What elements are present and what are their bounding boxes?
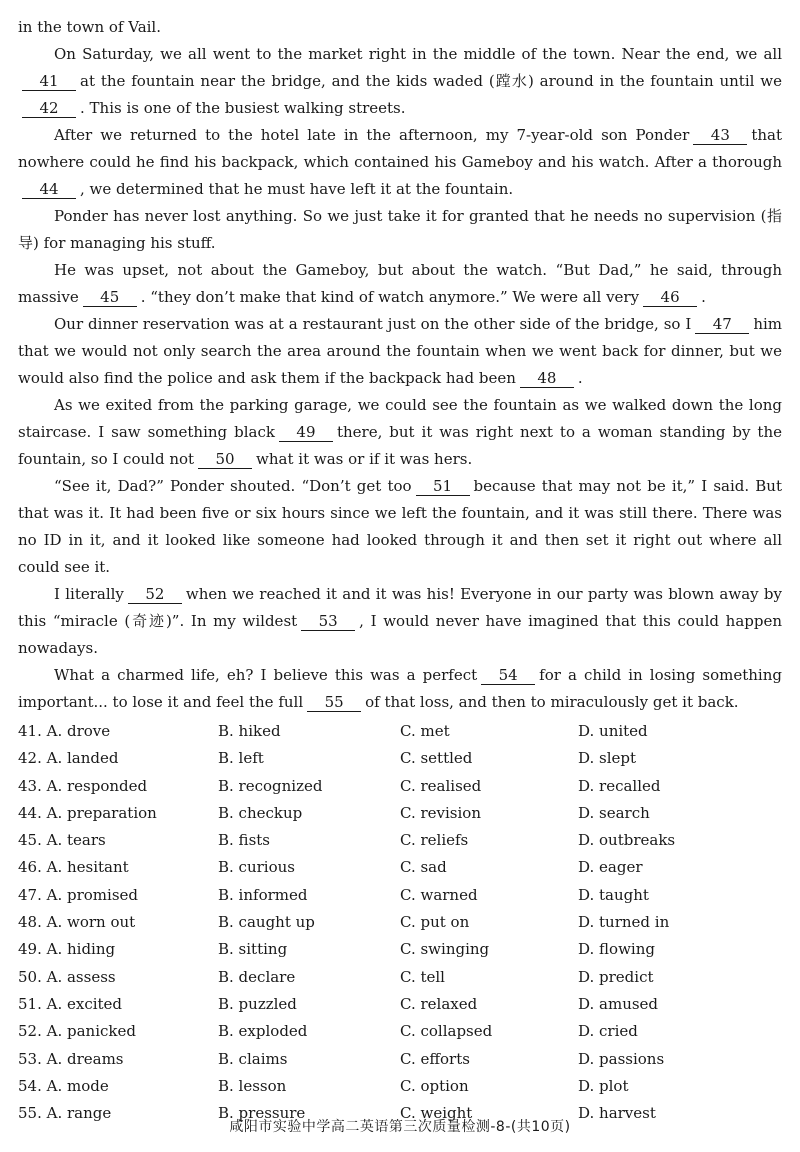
answer-blank: 41	[22, 72, 76, 91]
passage-text: him that we would not only search the area around the fountain when we went back for dinner, but we would also find the police and ask them if the backpack had been	[18, 315, 782, 387]
option-a: 49. A. hiding	[18, 940, 116, 959]
answer-blank: 52	[128, 585, 182, 604]
passage-text: I literally	[54, 585, 124, 603]
passage-paragraph	[18, 122, 782, 203]
option-d: D. slept	[578, 749, 637, 768]
passage-paragraph	[18, 581, 782, 662]
answer-blank: 49	[279, 423, 333, 442]
passage-text: He was upset, not about the Gameboy, but about the watch. “But Dad,” he said, through massive	[18, 261, 782, 306]
option-d: D. amused	[578, 994, 659, 1013]
passage-paragraph: in the town of Vail.	[18, 18, 161, 36]
option-d: D. turned in	[578, 913, 670, 932]
option-a: 53. A. dreams	[18, 1049, 124, 1068]
option-a: 50. A. assess	[18, 967, 116, 986]
option-b: B. pressure	[218, 1104, 306, 1123]
option-c: C. swinging	[400, 940, 490, 959]
option-d: D. harvest	[578, 1104, 656, 1123]
answer-options-table	[18, 718, 782, 1127]
question-options-row	[18, 964, 782, 991]
question-options-row	[18, 854, 782, 881]
passage-text: .	[701, 288, 706, 306]
option-b: B. left	[218, 749, 264, 768]
question-options-row	[18, 718, 782, 745]
option-a: 47. A. promised	[18, 885, 138, 904]
answer-blank: 43	[693, 126, 747, 145]
option-b: B. exploded	[218, 1022, 308, 1041]
passage-text: “See it, Dad?” Ponder shouted. “Don’t get too	[54, 477, 412, 495]
option-b: B. curious	[218, 858, 295, 877]
passage-text: when we reached it and it was his! Everyone in our party was blown away by this “miracle (奇迹)”. In my wildest	[18, 585, 783, 630]
option-b: B. puzzled	[218, 994, 297, 1013]
option-a: 45. A. tears	[18, 831, 106, 850]
answer-blank: 47	[695, 315, 749, 334]
option-a: 44. A. preparation	[18, 803, 157, 822]
option-d: D. outbreaks	[578, 831, 676, 850]
passage-text: As we exited from the parking garage, we could see the fountain as we walked down the long staircase. I saw something black	[18, 396, 782, 441]
passage-text: that nowhere could he find his backpack, which contained his Gameboy and his watch. After a thorough	[18, 126, 782, 171]
option-d: D. united	[578, 722, 648, 740]
option-d: D. search	[578, 803, 650, 822]
passage-paragraph	[18, 662, 782, 716]
passage-text: of that loss, and then to miraculously get it back.	[365, 693, 739, 711]
option-b: B. lesson	[218, 1076, 287, 1095]
option-c: C. collapsed	[400, 1022, 493, 1041]
passage-text: , I would never have imagined that this could happen nowadays.	[18, 612, 783, 657]
option-b: B. hiked	[218, 722, 281, 740]
option-c: C. settled	[400, 749, 473, 768]
option-c: C. met	[400, 722, 450, 740]
option-a: 42. A. landed	[18, 749, 119, 768]
option-c: C. warned	[400, 885, 478, 904]
option-d: D. eager	[578, 858, 643, 877]
option-c: C. option	[400, 1076, 469, 1095]
answer-blank: 54	[481, 666, 535, 685]
question-options-row	[18, 1046, 782, 1073]
passage-paragraph	[18, 311, 782, 392]
option-a: 55. A. range	[18, 1104, 112, 1123]
passage-text: at the fountain near the bridge, and the kids waded (蹚水) around in the fountain until we	[80, 72, 782, 90]
question-options-row	[18, 800, 782, 827]
page-footer: 咸阳市实验中学高二英语第三次质量检测-8-(共10页)	[229, 1119, 571, 1135]
answer-blank: 51	[416, 477, 470, 496]
question-options-row	[18, 882, 782, 909]
passage-text: , we determined that he must have left it at the fountain.	[80, 180, 514, 198]
option-d: D. flowing	[578, 940, 655, 959]
option-c: C. tell	[400, 967, 445, 986]
question-options-row	[18, 745, 782, 772]
passage-text: After we returned to the hotel late in the afternoon, my 7-year-old son Ponder	[54, 126, 690, 144]
passage-paragraph	[18, 203, 782, 257]
answer-blank: 55	[307, 693, 361, 712]
option-c: C. efforts	[400, 1049, 470, 1068]
answer-blank: 46	[643, 288, 697, 307]
question-options-row	[18, 1018, 782, 1045]
option-c: C. relaxed	[400, 994, 478, 1013]
passage-text: because that may not be it,” I said. But that was it. It had been five or six hours since we left the fountain, and it was still there. There was no ID in it, and it looked like someone had looked through it and then set it right out where all could see it.	[18, 477, 782, 576]
option-b: B. claims	[218, 1049, 288, 1068]
passage-text: .	[577, 369, 583, 387]
option-d: D. plot	[578, 1076, 629, 1095]
option-a: 52. A. panicked	[18, 1022, 136, 1041]
option-c: C. sad	[400, 858, 447, 877]
answer-blank: 50	[198, 450, 252, 469]
passage-text: On Saturday, we all went to the market right in the middle of the town. Near the end, we all	[54, 45, 782, 63]
answer-blank: 48	[520, 369, 574, 388]
passage-paragraph	[18, 257, 782, 311]
option-a: 41. A. drove	[18, 722, 111, 740]
option-a: 46. A. hesitant	[18, 858, 129, 877]
question-options-row	[18, 827, 782, 854]
passage-paragraph	[18, 41, 782, 122]
answer-blank: 45	[83, 288, 137, 307]
passage-text: what it was or if it was hers.	[256, 450, 473, 468]
passage-text: Our dinner reservation was at a restaurant just on the other side of the bridge, so I	[54, 315, 692, 333]
option-d: D. cried	[578, 1022, 638, 1041]
option-b: B. recognized	[218, 776, 323, 795]
passage-text: . This is one of the busiest walking streets.	[80, 99, 406, 117]
option-c: C. weight	[400, 1104, 473, 1123]
option-b: B. checkup	[218, 803, 303, 822]
passage-paragraph	[18, 473, 782, 581]
option-b: B. declare	[218, 967, 296, 986]
question-options-row	[18, 936, 782, 963]
passage-text: for a child in losing something important... to lose it and feel the full	[18, 666, 782, 711]
passage-text: Ponder has never lost anything. So we just take it for granted that he needs no supervision (指导) for managing his stuff.	[18, 207, 782, 252]
option-a: 51. A. excited	[18, 994, 123, 1013]
option-a: 43. A. responded	[18, 776, 148, 795]
option-d: D. taught	[578, 885, 649, 904]
question-options-row	[18, 1073, 782, 1100]
question-options-row	[18, 773, 782, 800]
option-c: C. revision	[400, 803, 481, 822]
option-a: 54. A. mode	[18, 1076, 109, 1095]
option-a: 48. A. worn out	[18, 913, 136, 932]
answer-blank: 44	[22, 180, 76, 199]
option-d: D. recalled	[578, 776, 661, 795]
option-d: D. predict	[578, 967, 654, 986]
option-b: B. caught up	[218, 913, 315, 932]
question-options-row	[18, 991, 782, 1018]
answer-blank: 53	[301, 612, 355, 631]
passage-text: What a charmed life, eh? I believe this was a perfect	[54, 666, 478, 684]
passage-text: . “they don’t make that kind of watch anymore.” We were all very	[140, 288, 640, 306]
option-b: B. informed	[218, 885, 308, 904]
passage-text: there, but it was right next to a woman standing by the fountain, so I could not	[18, 423, 782, 468]
option-c: C. realised	[400, 776, 482, 795]
question-options-row	[18, 909, 782, 936]
option-c: C. reliefs	[400, 831, 469, 850]
passage-paragraph	[18, 392, 782, 473]
answer-blank: 42	[22, 99, 76, 118]
option-d: D. passions	[578, 1049, 665, 1068]
option-b: B. fists	[218, 831, 270, 850]
option-b: B. sitting	[218, 940, 288, 959]
option-c: C. put on	[400, 913, 470, 932]
